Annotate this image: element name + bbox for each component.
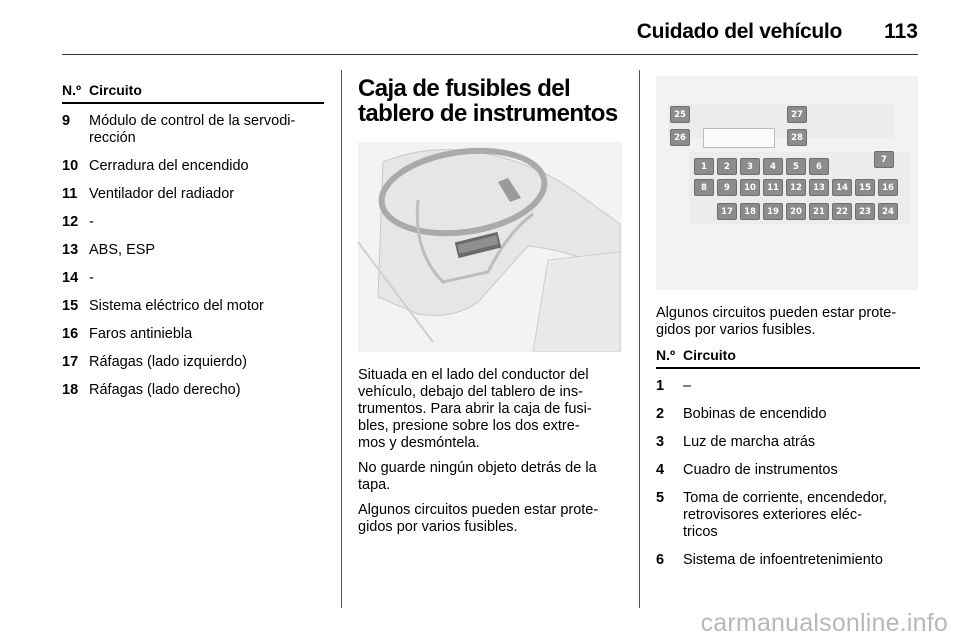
row-number: 4 [656, 462, 665, 478]
dashboard-underside-drawing [358, 142, 622, 352]
table-row [62, 214, 324, 231]
row-circuit: Ventilador del radiador [89, 186, 235, 202]
table-row [656, 434, 920, 451]
row-circuit: Sistema de infoentretenimiento [683, 552, 883, 568]
fuse-27: 27 [787, 106, 807, 123]
fuse-17: 17 [717, 203, 737, 220]
row-number: 5 [656, 490, 665, 506]
row-number: 6 [656, 552, 665, 568]
row-number: 1 [656, 378, 665, 394]
table-row [62, 242, 324, 259]
section-title: Caja de fusibles del tablero de instrumentos [358, 75, 618, 127]
fuse-16: 16 [878, 179, 898, 196]
table-body-right [656, 378, 920, 569]
row-number: 13 [62, 242, 79, 258]
label-slot [703, 128, 775, 148]
row-number: 3 [656, 434, 665, 450]
row-number: 12 [62, 214, 79, 230]
fuse-13: 13 [809, 179, 829, 196]
row-circuit: - [89, 270, 94, 286]
header-circuit-right: Circuito [683, 347, 736, 363]
row-circuit: Cuadro de instrumentos [683, 462, 838, 478]
column-divider-right [639, 70, 640, 608]
fuse-4: 4 [763, 158, 783, 175]
table-row [62, 158, 324, 175]
row-circuit: Ráfagas (lado izquierdo) [89, 354, 247, 370]
header-no: N.º [62, 82, 82, 98]
row-number: 18 [62, 382, 79, 398]
row-number: 14 [62, 270, 79, 286]
row-number: 2 [656, 406, 665, 422]
row-circuit: Faros antiniebla [89, 326, 193, 342]
middle-column [358, 76, 626, 544]
fuse-1: 1 [694, 158, 714, 175]
row-circuit: Sistema eléctrico del motor [89, 298, 264, 314]
page-title: Cuidado del vehículo [636, 20, 842, 43]
fuse-24: 24 [878, 203, 898, 220]
row-circuit: Luz de marcha atrás [683, 434, 816, 450]
fuse-2: 2 [717, 158, 737, 175]
fuse-15: 15 [855, 179, 875, 196]
fuse-10: 10 [740, 179, 760, 196]
fuse-28: 28 [787, 129, 807, 146]
fuse-20: 20 [786, 203, 806, 220]
row-circuit: - [89, 214, 94, 230]
fuse-9: 9 [717, 179, 737, 196]
column-divider-left [341, 70, 342, 608]
fuse-25: 25 [670, 106, 690, 123]
row-circuit: Ráfagas (lado derecho) [89, 382, 241, 398]
table-row [62, 382, 324, 399]
fuse-7: 7 [874, 151, 894, 168]
table-row [62, 113, 324, 147]
row-circuit: – [683, 378, 692, 394]
row-number: 16 [62, 326, 79, 342]
table-row [656, 552, 920, 569]
left-fuse-table [62, 82, 324, 410]
multiple-fuses-note-right: Algunos circuitos pueden estar prote- gidos por varios fusibles. [656, 305, 897, 338]
table-row [62, 186, 324, 203]
table-row [62, 326, 324, 343]
table-row [656, 462, 920, 479]
row-number: 17 [62, 354, 79, 370]
right-column [656, 76, 920, 580]
fuse-12: 12 [786, 179, 806, 196]
table-header-right [656, 347, 920, 369]
table-row [62, 354, 324, 371]
row-circuit: Cerradura del encendido [89, 158, 249, 174]
table-row [656, 378, 920, 395]
fuse-21: 21 [809, 203, 829, 220]
table-row [62, 270, 324, 287]
row-circuit: Toma de corriente, encendedor, retrovisores exteriores eléc- tricos [683, 490, 887, 540]
table-row [656, 490, 920, 541]
fuse-5: 5 [786, 158, 806, 175]
header-no-right: N.º [656, 347, 676, 363]
fuse-22: 22 [832, 203, 852, 220]
location-paragraph: Situada en el lado del conductor del vehículo, debajo del tablero de ins- trumentos. Para abrir la caja de fusi- bles, presione sobre los dos extre- mos y desmóntela. [358, 367, 592, 451]
fuse-box-location-illustration [358, 142, 622, 352]
fuse-panel-upper [668, 104, 893, 138]
row-number: 9 [62, 113, 71, 129]
table-body [62, 113, 324, 399]
header-circuit: Circuito [89, 82, 142, 98]
table-row [656, 406, 920, 423]
table-header [62, 82, 324, 104]
row-circuit: ABS, ESP [89, 242, 156, 258]
row-circuit: Bobinas de encendido [683, 406, 827, 422]
table-row [62, 298, 324, 315]
fuse-18: 18 [740, 203, 760, 220]
fuse-8: 8 [694, 179, 714, 196]
fuse-19: 19 [763, 203, 783, 220]
fuse-11: 11 [763, 179, 783, 196]
page-header [62, 18, 918, 55]
fuse-6: 6 [809, 158, 829, 175]
fuse-23: 23 [855, 203, 875, 220]
fuse-14: 14 [832, 179, 852, 196]
row-number: 15 [62, 298, 79, 314]
watermark: carmanualsonline.info [700, 609, 948, 637]
multiple-fuses-note: Algunos circuitos pueden estar prote- gidos por varios fusibles. [358, 502, 599, 535]
row-number: 10 [62, 158, 79, 174]
fuse-26: 26 [670, 129, 690, 146]
fuse-box-diagram [656, 76, 918, 290]
fuse-3: 3 [740, 158, 760, 175]
row-circuit: Módulo de control de la servodi- rección [89, 113, 296, 146]
storage-warning-paragraph: No guarde ningún objeto detrás de la tapa. [358, 460, 597, 493]
page-number: 113 [884, 20, 918, 43]
row-number: 11 [62, 186, 78, 202]
